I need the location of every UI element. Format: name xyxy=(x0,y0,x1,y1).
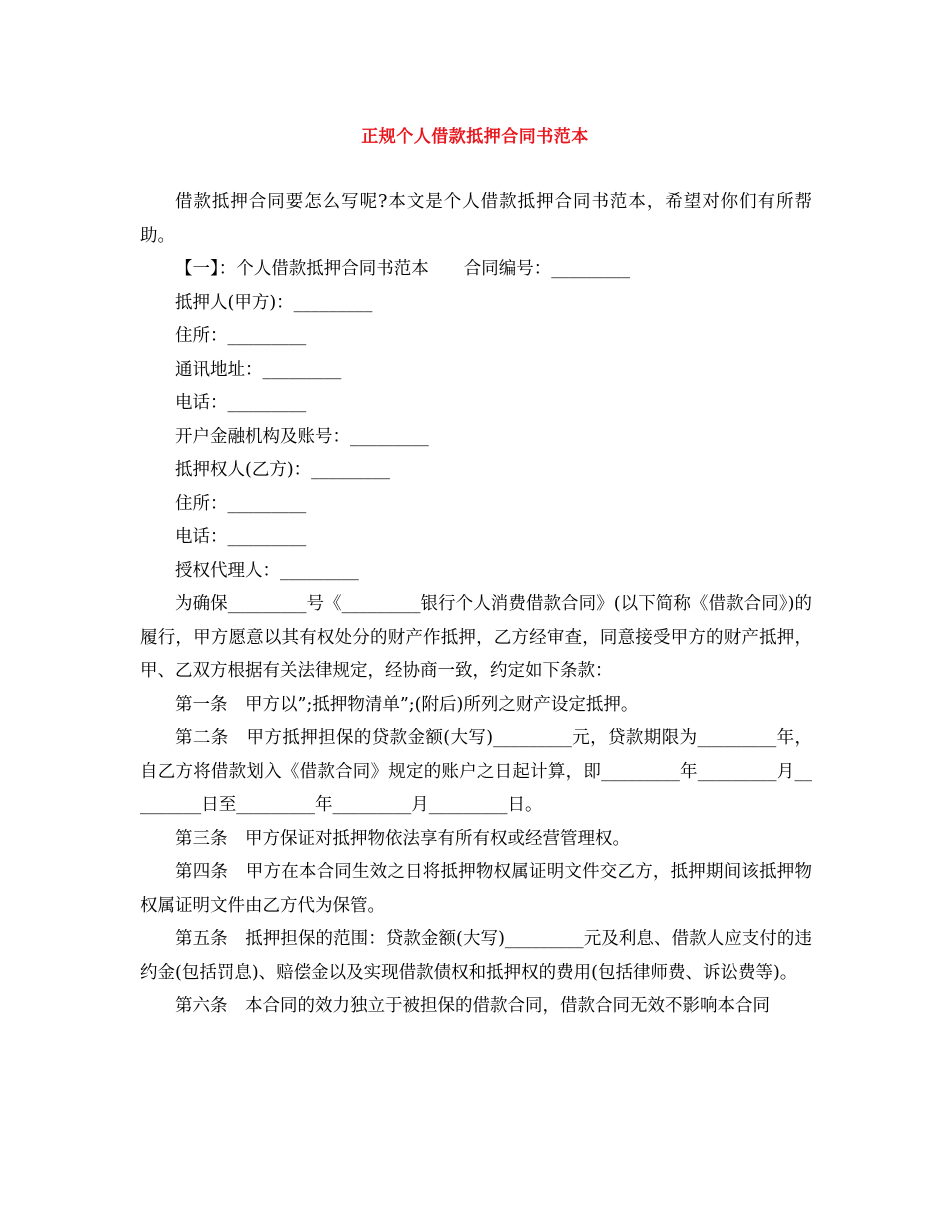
section-heading: 【一】：个人借款抵押合同书范本 合同编号：_________ xyxy=(175,259,630,279)
article-4: 第四条 甲方在本合同生效之日将抵押物权属证明文件交乙方，抵押期间该抵押物权属证明文件由乙方代为保管。 xyxy=(140,862,812,916)
field-mortgagor: 抵押人(甲方)：_________ xyxy=(175,292,373,313)
intro-paragraph: 借款抵押合同要怎么写呢?本文是个人借款抵押合同书范本，希望对你们有所帮助。 xyxy=(140,192,812,246)
field-authorized-agent: 授权代理人：_________ xyxy=(175,560,359,581)
article-1: 第一条 甲方以”;抵押物清单”;(附后)所列之财产设定抵押。 xyxy=(175,694,639,715)
article-6: 第六条 本合同的效力独立于被担保的借款合同，借款合同无效不影响本合同 xyxy=(175,996,770,1016)
field-mortgagee: 抵押权人(乙方)：_________ xyxy=(175,460,390,480)
document-body xyxy=(140,186,812,1024)
article-2: 第二条 甲方抵押担保的贷款金额(大写)_________元，贷款期限为_________年，自乙方将借款划入《借款合同》规定的账户之日起计算，即_________年_________月_________日至_________年_________月_________日。 xyxy=(140,728,812,815)
field-mortgagor-address: 住所：_________ xyxy=(175,326,307,346)
article-5: 第五条 抵押担保的范围：贷款金额(大写)_________元及利息、借款人应支付的违约金(包括罚息)、赔偿金以及实现借款债权和抵押权的费用(包括律师费、诉讼费等)。 xyxy=(140,929,812,983)
field-mortgagor-phone: 电话：_________ xyxy=(175,393,307,413)
article-3: 第三条 甲方保证对抵押物依法享有所有权或经营管理权。 xyxy=(175,828,630,849)
field-mortgagee-phone: 电话：_________ xyxy=(175,527,307,547)
document-title: 正规个人借款抵押合同书范本 xyxy=(361,127,589,147)
field-bank-account: 开户金融机构及账号：_________ xyxy=(175,426,429,447)
preamble-paragraph: 为确保_________号《_________银行个人消费借款合同》(以下简称《借款合同》)的履行，甲方愿意以其有权处分的财产作抵押，乙方经审查，同意接受甲方的财产抵押，甲、乙双方根据有关法律规定，经协商一致，约定如下条款： xyxy=(140,594,812,681)
field-mortgagee-address: 住所：_________ xyxy=(175,493,307,514)
field-mortgagor-mailing-address: 通讯地址：_________ xyxy=(175,359,342,380)
